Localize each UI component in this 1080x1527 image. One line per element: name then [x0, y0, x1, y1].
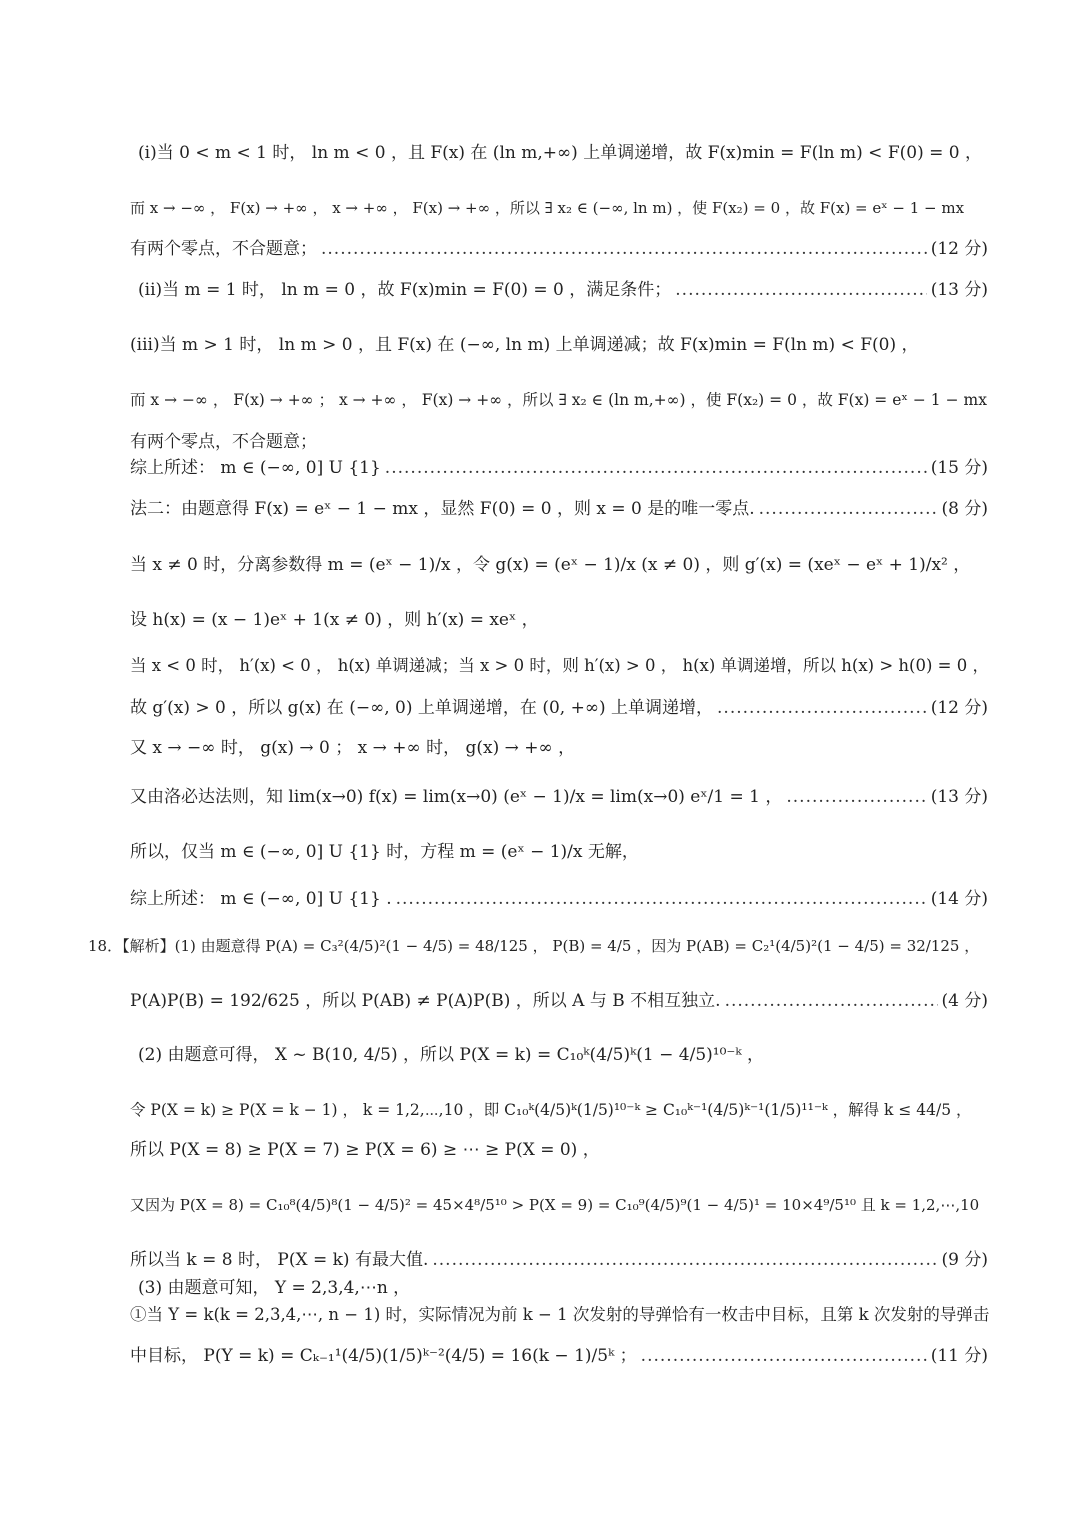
line-text: 故 g′(x) > 0 ，所以 g(x) 在 (−∞, 0) 上单调递增，在 (0, +∞) 上单调递增，: [130, 698, 714, 718]
line-q18-independence: [130, 989, 988, 1013]
score-label: (12 分): [930, 239, 988, 259]
line-text: (ii)当 m = 1 时， ln m = 0 ，故 F(x)min = F(0) = 0 ，满足条件；: [138, 280, 672, 300]
score-label: (13 分): [930, 787, 988, 807]
score-label: (4 分): [941, 991, 988, 1011]
line-h-monotonic: [130, 654, 988, 678]
score-label: (9 分): [941, 1250, 988, 1270]
line-method-two: [130, 497, 988, 521]
line-text: 当 x < 0 时， h′(x) < 0 ， h(x) 单调递减；当 x > 0 时，则 h′(x) > 0 ， h(x) 单调递增，所以 h(x) > h(0) = 0 ，: [130, 656, 989, 675]
line-q18-chain: [130, 1138, 988, 1162]
line-q18-compare: [130, 1193, 988, 1217]
leader-dots: [786, 785, 926, 809]
leader-dots: [725, 989, 938, 1013]
line-lhopital: [130, 785, 988, 809]
line-q18-case1-probability: [130, 1344, 988, 1368]
score-label: (8 分): [941, 499, 988, 519]
line-text: 所以当 k = 8 时， P(X = k) 有最大值.: [130, 1250, 429, 1270]
line-case-ii: [138, 278, 988, 302]
line-summary-1: [130, 456, 988, 480]
line-text: 而 x → −∞ ， F(x) → +∞ ， x → +∞ ， F(x) → +∞ ，所以 ∃ x₂ ∈ (−∞, ln m) ，使 F(x₂) = 0 ，故 F(x) = eˣ − 1 − mx: [130, 199, 965, 217]
score-label: (15 分): [930, 458, 988, 478]
line-text: 综上所述： m ∈ (−∞, 0] U {1} .: [130, 889, 392, 909]
line-summary-2: [130, 887, 988, 911]
line-g-limits: [130, 736, 988, 760]
score-label: (13 分): [930, 280, 988, 300]
line-separate-parameter: [130, 553, 988, 577]
line-text: 又 x → −∞ 时， g(x) → 0 ； x → +∞ 时， g(x) → +∞ ，: [130, 738, 576, 758]
line-text: 当 x ≠ 0 时，分离参数得 m = (eˣ − 1)/x ，令 g(x) = (eˣ − 1)/x (x ≠ 0) ，则 g′(x) = (xeˣ − eˣ + 1)/x² ，: [130, 555, 971, 575]
line-text: (3) 由题意可知， Y = 2,3,4,⋯n ，: [138, 1278, 411, 1298]
line-text: 法二：由题意得 F(x) = eˣ − 1 − mx ，显然 F(0) = 0 ，则 x = 0 是的唯一零点.: [130, 499, 755, 519]
line-define-h: [130, 608, 988, 632]
line-case-i-conclusion: [130, 237, 988, 261]
line-text: 设 h(x) = (x − 1)eˣ + 1(x ≠ 0) ，则 h′(x) = xeˣ ，: [130, 610, 539, 630]
line-text: 而 x → −∞ ， F(x) → +∞ ； x → +∞ ， F(x) → +∞ ，所以 ∃ x₂ ∈ (ln m,+∞) ，使 F(x₂) = 0 ，故 F(x) = eˣ − 1 − mx: [130, 391, 987, 409]
line-text: (iii)当 m > 1 时， ln m > 0 ，且 F(x) 在 (−∞, ln m) 上单调递减；故 F(x)min = F(ln m) < F(0) ，: [130, 335, 919, 355]
line-text: 所以，仅当 m ∈ (−∞, 0] U {1} 时，方程 m = (eˣ − 1)/x 无解，: [130, 842, 639, 862]
line-text: 所以 P(X = 8) ≥ P(X = 7) ≥ P(X = 6) ≥ ⋯ ≥ P(X = 0) ，: [130, 1140, 600, 1160]
line-text: 有两个零点，不合题意；: [130, 239, 317, 259]
leader-dots: [641, 1344, 927, 1368]
score-label: (12 分): [930, 698, 988, 718]
line-q18-part3: [138, 1276, 988, 1300]
line-g-monotonic: [130, 696, 988, 720]
line-q18-part2: [138, 1043, 988, 1067]
line-text: 又由洛必达法则，知 lim(x→0) f(x) = lim(x→0) (eˣ − 1)/x = lim(x→0) eˣ/1 = 1 ，: [130, 787, 783, 807]
line-q18-inequality: [130, 1098, 988, 1122]
leader-dots: [385, 456, 927, 480]
leader-dots: [717, 696, 927, 720]
score-label: (11 分): [930, 1346, 988, 1366]
line-case-i-limit: [130, 196, 988, 220]
line-text: 中目标， P(Y = k) = Cₖ₋₁¹(4/5)(1/5)ᵏ⁻²(4/5) = 16(k − 1)/5ᵏ ；: [130, 1346, 637, 1366]
leader-dots: [675, 278, 926, 302]
line-case-iii-conclusion: [130, 430, 988, 454]
line-q18-maximum: [130, 1248, 988, 1272]
leader-dots: [759, 497, 938, 521]
line-text: 又因为 P(X = 8) = C₁₀⁸(4/5)⁸(1 − 4/5)² = 45×4⁸/5¹⁰ > P(X = 9) = C₁₀⁹(4/5)⁹(1 − 4/5)¹ = 10×4⁹/5¹⁰ 且 k = 1,2,⋯,10: [130, 1196, 980, 1214]
leader-dots: [432, 1248, 937, 1272]
line-text: 18．【解析】(1) 由题意得 P(A) = C₃²(4/5)²(1 − 4/5) = 48/125 ， P(B) = 4/5 ，因为 P(AB) = C₂¹(4/5)²(1 − 4/5) = 32/125 ，: [88, 937, 980, 955]
line-text: (i)当 0 < m < 1 时， ln m < 0 ，且 F(x) 在 (ln m,+∞) 上单调递增，故 F(x)min = F(ln m) < F(0) = 0 ，: [138, 143, 982, 163]
line-text: P(A)P(B) = 192/625 ，所以 P(AB) ≠ P(A)P(B) ，所以 A 与 B 不相互独立.: [130, 991, 721, 1011]
line-q18-case1: [130, 1303, 988, 1327]
line-text: 综上所述： m ∈ (−∞, 0] U {1}: [130, 458, 381, 478]
line-case-iii: [130, 333, 988, 357]
line-q18-part1: [88, 934, 988, 958]
line-text: 有两个零点，不合题意；: [130, 432, 317, 452]
line-case-iii-limit: [130, 388, 988, 412]
line-case-i: [138, 141, 988, 165]
line-text: (2) 由题意可得， X ~ B(10, 4/5) ，所以 P(X = k) = C₁₀ᵏ(4/5)ᵏ(1 − 4/5)¹⁰⁻ᵏ ，: [138, 1045, 764, 1065]
line-no-solution: [130, 840, 988, 864]
line-text: 令 P(X = k) ≥ P(X = k − 1) ， k = 1,2,⋯,10 ，即 C₁₀ᵏ(4/5)ᵏ(1/5)¹⁰⁻ᵏ ≥ C₁₀ᵏ⁻¹(4/5)ᵏ⁻¹(1/5)¹¹⁻ᵏ ，解得 k ≤ 44/5 ，: [130, 1101, 972, 1119]
leader-dots: [321, 237, 927, 261]
score-label: (14 分): [930, 889, 988, 909]
leader-dots: [396, 887, 927, 911]
line-text: ①当 Y = k(k = 2,3,4,⋯, n − 1) 时，实际情况为前 k − 1 次发射的导弹恰有一枚击中目标，且第 k 次发射的导弹击: [130, 1305, 990, 1324]
